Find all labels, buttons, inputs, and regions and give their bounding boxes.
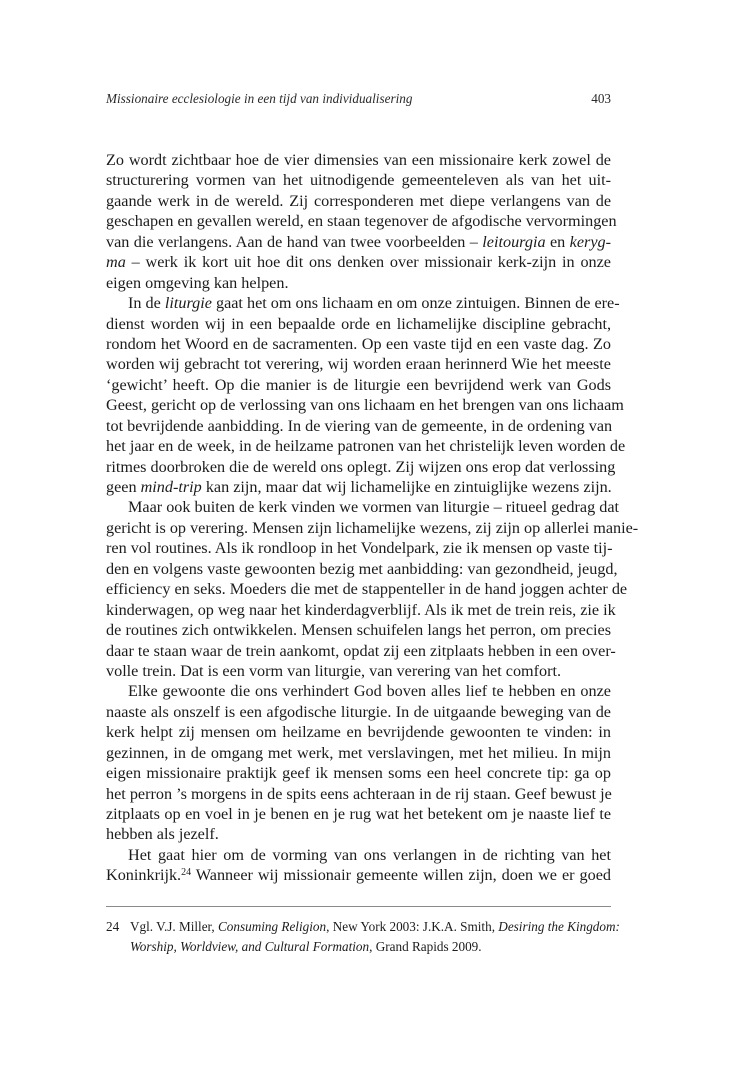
body-text-run: en <box>545 232 570 251</box>
footnote <box>106 917 620 957</box>
body-text-run: Elke gewoonte die ons verhindert God boven alles lief te hebben en onze <box>128 682 611 701</box>
body-text-run: tot bevrijdende aanbidding. In de viering van de gemeente, in de ordening van <box>106 416 613 435</box>
footnote-divider <box>106 906 611 907</box>
footnote-line2 <box>106 937 611 957</box>
body-text-run: Maar ook buiten de kerk vinden we vormen van liturgie – ritueel gedrag dat <box>128 498 620 517</box>
body-text-run: kerk helpt zij mensen om heilzame en bevrijdende gewoonten te vinden: in <box>106 723 611 742</box>
body-text-run: de routines zich ontwikkelen. Mensen schuifelen langs het perron, om precies <box>106 621 611 640</box>
body-line <box>106 232 611 252</box>
body-text-run: eigen missionaire praktijk geef ik mensen soms een heel concrete tip: ga op <box>106 764 611 783</box>
body-text-run: worden wij gebracht tot verering, wij worden eraan herinnerd Wie het meeste <box>106 355 611 374</box>
body-line <box>106 824 611 844</box>
body-text-run: ren vol routines. Als ik rondloop in het Vondelpark, zie ik mensen op vaste tij- <box>106 539 613 558</box>
body-text-run: gericht is op verering. Mensen zijn lichamelijke wezens, zij zijn op allerlei manie- <box>106 518 639 537</box>
body-line <box>106 538 611 558</box>
footnote-title: Worship, Worldview, and Cultural Formation <box>130 939 370 954</box>
body-text-run: Wanneer wij missionair gemeente willen zijn, doen we er goed <box>191 866 611 885</box>
body-line <box>106 722 611 742</box>
body-text-run: van die verlangens. Aan de hand van twee voorbeelden – <box>106 232 483 251</box>
body-text-run: geen <box>106 478 141 496</box>
body-text-run: gaande werk in de wereld. Zij corresponderen met diepe verlangens van de <box>106 191 611 210</box>
footnote-text-run: Vgl. V.J. Miller, <box>130 919 219 934</box>
italic-term: ma <box>106 253 126 272</box>
body-line <box>106 600 616 620</box>
body-line <box>106 170 611 190</box>
body-line <box>106 395 624 415</box>
body-text <box>106 150 639 886</box>
body-line <box>106 497 620 517</box>
body-line <box>106 702 611 722</box>
body-text-run: rondom het Woord en de sacramenten. Op een vaste tijd en een vaste dag. Zo <box>106 334 611 353</box>
footnote-number: 24 <box>106 919 120 934</box>
body-text-run: daar te staan waar de trein aankomt, opdat zij een zitplaats hebben in een over- <box>106 641 616 660</box>
footnote-title: Desiring the Kingdom: <box>498 919 620 934</box>
body-text-run: hebben als jezelf. <box>106 825 219 844</box>
body-text-run: zitplaats op en voel in je benen en je rug wat het betekent om je naaste lief te <box>106 805 611 823</box>
page-number: 403 <box>591 91 611 106</box>
footnote-line <box>106 917 620 937</box>
footnote-title: Consuming Religion <box>218 919 327 934</box>
body-line <box>106 436 626 456</box>
italic-term: mind-trip <box>140 478 202 496</box>
body-text-run: geschapen en gevallen wereld, en staan tegenover de afgodische vervormingen <box>106 212 617 231</box>
body-line <box>106 518 639 538</box>
body-text-run: gezinnen, in de omgang met werk, met verslavingen, met het milieu. In mijn <box>106 743 611 762</box>
body-text-run: naaste als onszelf is een afgodische liturgie. In de uitgaande beweging van de <box>106 702 611 721</box>
body-line <box>106 579 628 599</box>
body-line <box>106 191 611 211</box>
body-text-run: ‘gewicht’ heeft. Op die manier is de liturgie een bevrijdend werk van Gods <box>106 375 611 394</box>
body-line <box>106 661 611 681</box>
body-text-run: het jaar en de week, in de heilzame patronen van het christelijk leven worden de <box>106 437 626 456</box>
body-line <box>106 375 611 395</box>
body-line <box>106 681 611 701</box>
italic-term: liturgie <box>164 294 212 313</box>
body-line <box>106 620 611 640</box>
body-text-run: – werk ik kort uit hoe dit ons denken over missionair kerk-zijn in onze <box>125 253 611 272</box>
body-text-run: efficiency en seks. Moeders die met de stappenteller in de hand joggen achter de <box>106 580 628 599</box>
body-line <box>106 743 611 763</box>
body-line <box>106 477 611 497</box>
italic-term: keryg- <box>569 232 611 251</box>
body-text-run: ritmes doorbroken die de wereld ons oplegt. Zij wijzen ons erop dat verlossing <box>106 457 616 476</box>
body-text-run: Zo wordt zichtbaar hoe de vier dimensies van een missionaire kerk zowel de <box>106 151 611 169</box>
footnote-text-run: , Grand Rapids 2009. <box>369 939 482 954</box>
body-text-run: het perron ’s morgens in de spits eens achteraan in de rij staan. Geef bewust je <box>106 784 612 803</box>
body-line <box>106 314 611 334</box>
body-text-run: Koninkrijk. <box>106 866 182 885</box>
body-line <box>106 150 611 170</box>
body-text-run: gaat het om ons lichaam en om onze zintuigen. Binnen de ere- <box>211 294 620 313</box>
body-text-run: dienst worden wij in een bepaalde orde en lichamelijke discipline gebracht, <box>106 314 611 333</box>
body-line <box>106 763 611 783</box>
body-line <box>106 273 611 293</box>
body-text-run: structurering vormen van het uitnodigende gemeenteleven als van het uit- <box>106 171 611 190</box>
footnote-text-run: , New York 2003: J.K.A. Smith, <box>326 919 499 934</box>
italic-term: leitourgia <box>482 232 546 251</box>
body-line <box>106 559 618 579</box>
body-text-run: In de <box>128 294 165 313</box>
body-text-run: eigen omgeving kan helpen. <box>106 273 289 292</box>
body-line <box>106 211 617 231</box>
body-line <box>106 334 611 354</box>
footnote-ref: 24 <box>181 867 192 879</box>
body-line <box>106 293 620 313</box>
running-title: Missionaire ecclesiologie in een tijd van individualisering <box>106 91 413 106</box>
footnote-line1 <box>130 919 620 934</box>
body-text-run: Het gaat hier om de vorming van ons verlangen in de richting van het <box>128 845 611 864</box>
body-line <box>106 457 616 477</box>
body-text-run: volle trein. Dat is een vorm van liturgie, van verering van het comfort. <box>106 661 562 680</box>
body-text-run: Geest, gericht op de verlossing van ons lichaam en het brengen van ons lichaam <box>106 396 624 415</box>
body-text-run: kan zijn, maar dat wij lichamelijke en zintuiglijke wezens zijn. <box>201 478 612 496</box>
body-line <box>106 354 611 374</box>
body-line <box>106 804 611 824</box>
body-line <box>106 252 611 272</box>
running-head <box>106 91 611 107</box>
body-text-run: den en volgens vaste gewoonten bezig met aanbidding: van gezondheid, jeugd, <box>106 559 618 578</box>
body-line <box>106 641 616 661</box>
body-line <box>106 865 611 885</box>
body-line <box>106 845 611 865</box>
body-text-run: kinderwagen, op weg naar het kinderdagverblijf. Als ik met de trein reis, zie ik <box>106 600 616 619</box>
body-line <box>106 784 611 804</box>
body-line <box>106 416 611 436</box>
